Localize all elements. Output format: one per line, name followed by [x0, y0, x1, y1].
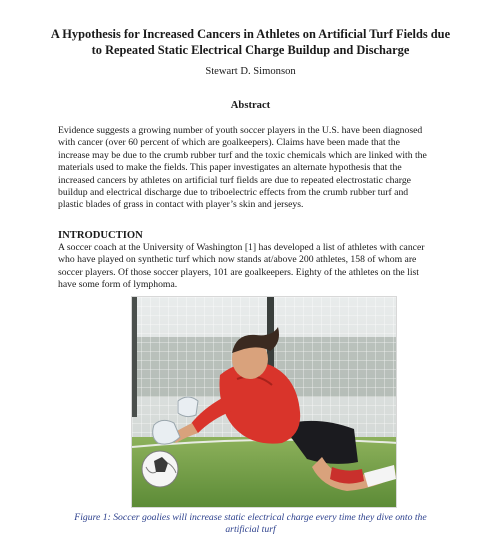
intro-line: who have played on synthetic turf which now stands at/above 200 athletes, 158 of whom are [58, 254, 417, 266]
intro-line: have some form of lymphoma. [58, 279, 178, 291]
title-line-2: to Repeated Static Electrical Charge Buildup and Discharge [91, 43, 410, 57]
abstract-line: increase may be due to the crumb rubber turf and the toxic chemicals which are linked with the [58, 149, 427, 161]
paper-title [50, 26, 451, 58]
intro-line: soccer players. Of those soccer players, 101 are goalkeepers. Eighty of the athletes on the list [58, 266, 420, 278]
title-line-1: A Hypothesis for Increased Cancers in Athletes on Artificial Turf Fields due [50, 27, 451, 41]
abstract-line: buildup and electrical discharge due to triboelectric effects from the crumb rubber turf and [58, 187, 409, 199]
caption-line-2: artificial turf [225, 524, 276, 535]
goal-post-left [132, 297, 137, 417]
goalkeeper-illustration [132, 297, 397, 508]
abstract-line: increased cancers by athletes on artificial turf fields are due to repeated electrostatic charge [58, 174, 411, 186]
figure-caption [60, 512, 441, 536]
abstract-heading: Abstract [230, 100, 271, 111]
intro-line: A soccer coach at the University of Washington [1] has developed a list of athletes with cancer [58, 242, 425, 253]
goalkeeper-glove-raised [178, 397, 198, 417]
introduction-heading: INTRODUCTION [58, 230, 143, 241]
goalkeeper-photo [131, 296, 397, 508]
abstract-line: Evidence suggests a growing number of youth soccer players in the U.S. have been diagnosed [58, 125, 423, 136]
caption-line-1: Figure 1: Soccer goalies will increase static electrical charge every time they dive onto the [74, 512, 427, 523]
abstract-body [58, 125, 452, 212]
abstract-line: with cancer (over 60 percent of which are goalkeepers). Claims have been made that the [58, 137, 400, 149]
author-name: Stewart D. Simonson [205, 66, 296, 77]
abstract-line: plastic blades of grass in contact with player’s skin and jerseys. [58, 199, 304, 211]
abstract-line: materials used to make the fields. This paper investigates an alternate hypothesis that the [58, 162, 402, 174]
introduction-body [58, 242, 452, 292]
